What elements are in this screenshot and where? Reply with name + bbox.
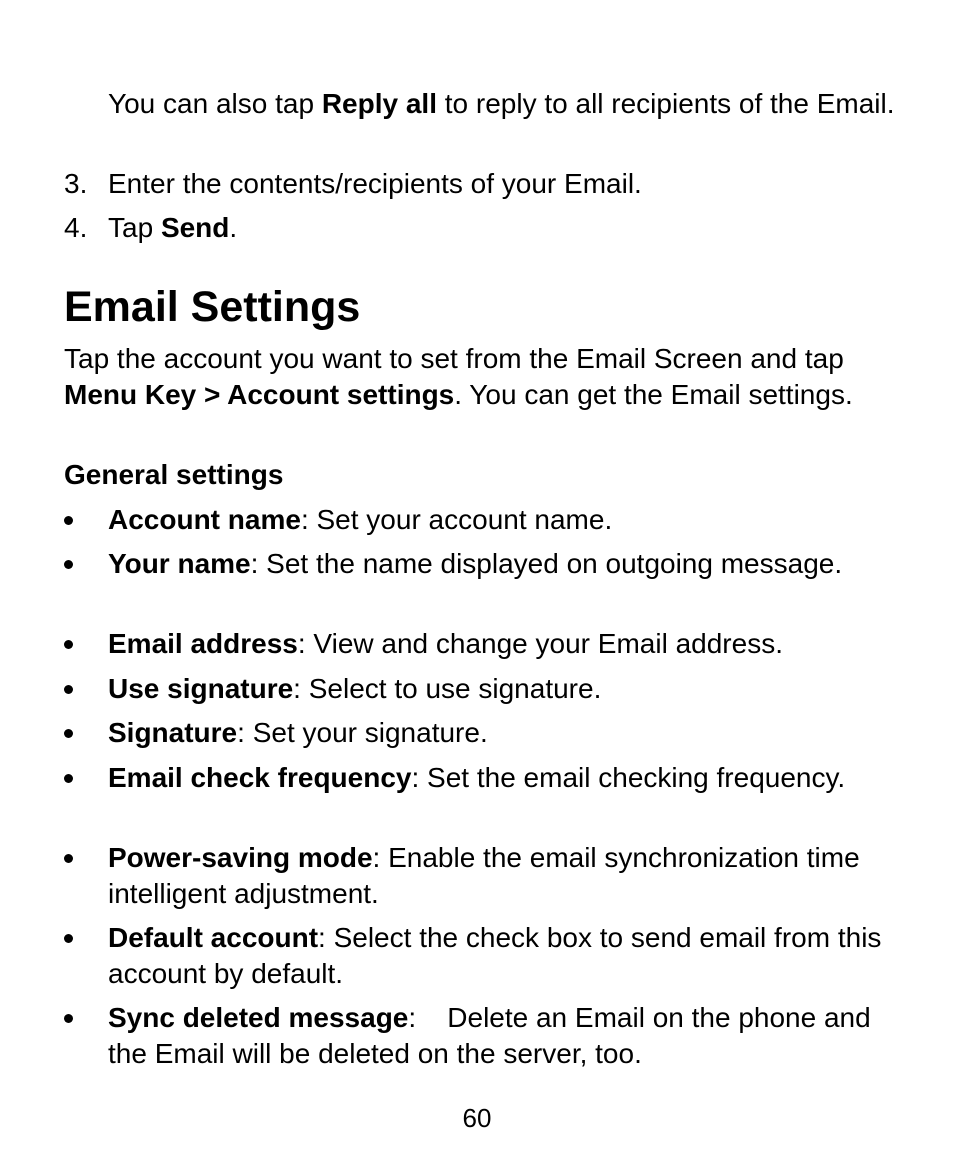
bullet-desc: : Set your account name. — [300, 504, 613, 535]
bullet-text — [108, 546, 898, 582]
bullet-desc: : View and change your Email address. — [297, 628, 783, 659]
page-number: 60 — [462, 1103, 492, 1133]
bullet-desc: : Set your signature. — [237, 717, 488, 748]
step-number: 4. — [64, 212, 88, 243]
reply-all-note-suffix: to reply to all recipients of the Email. — [436, 88, 895, 119]
bullet-term: Power-saving mode — [108, 842, 373, 873]
bullet-text — [108, 920, 898, 992]
bullet-dot — [64, 685, 73, 694]
bullet-dot — [64, 729, 73, 738]
bullet-term: Use signature — [108, 673, 294, 704]
bullet-term: Default account — [108, 922, 319, 953]
intro-paragraph: Tap the account you want to set from the Email Screen and tap Menu Key > Account settings. You can get the Email settings. — [64, 343, 853, 410]
bullet-term: Account name — [108, 504, 301, 535]
bullet-term: Your name — [108, 548, 251, 579]
step-text: Enter the contents/recipients of your Email. — [108, 168, 642, 199]
bullet-dot — [64, 774, 73, 783]
bullet-dot — [64, 1014, 73, 1023]
section-heading: Email Settings — [64, 283, 361, 331]
reply-all-note — [108, 86, 898, 122]
bullet-desc: : Select the check box to send email from this account by default. — [108, 922, 882, 989]
bullet-text — [108, 502, 898, 538]
bullet-text — [108, 760, 898, 796]
subsection-heading: General settings — [64, 459, 284, 490]
bullet-term: Email address — [108, 628, 298, 659]
bullet-dot — [64, 640, 73, 649]
bullet-dot — [64, 934, 73, 943]
reply-all-note-prefix: You can also tap — [108, 88, 322, 119]
menu-path: Menu Key > Account settings — [64, 379, 455, 410]
bullet-text — [108, 1000, 898, 1072]
bullet-term: Signature — [108, 717, 238, 748]
bullet-desc: : Set the email checking frequency. — [411, 762, 846, 793]
bullet-dot — [64, 516, 73, 525]
bullet-desc: : Delete an Email on the phone and the Email will be deleted on the server, too. — [108, 1002, 871, 1069]
bullet-term: Sync deleted message — [108, 1002, 409, 1033]
bullet-desc: : Select to use signature. — [293, 673, 602, 704]
step-number: 3. — [64, 168, 88, 199]
bullet-text — [108, 715, 898, 751]
send-term: Send — [160, 212, 230, 243]
bullet-text — [108, 626, 898, 662]
bullet-desc: : Enable the email synchronization time intelligent adjustment. — [108, 842, 860, 909]
bullet-dot — [64, 560, 73, 569]
bullet-text — [108, 671, 898, 707]
bullet-desc: : Set the name displayed on outgoing message. — [250, 548, 843, 579]
reply-all-term: Reply all — [321, 88, 437, 119]
bullet-text — [108, 840, 898, 912]
bullet-dot — [64, 854, 73, 863]
bullet-term: Email check frequency — [108, 762, 412, 793]
step-text: Tap Send. — [108, 212, 238, 243]
